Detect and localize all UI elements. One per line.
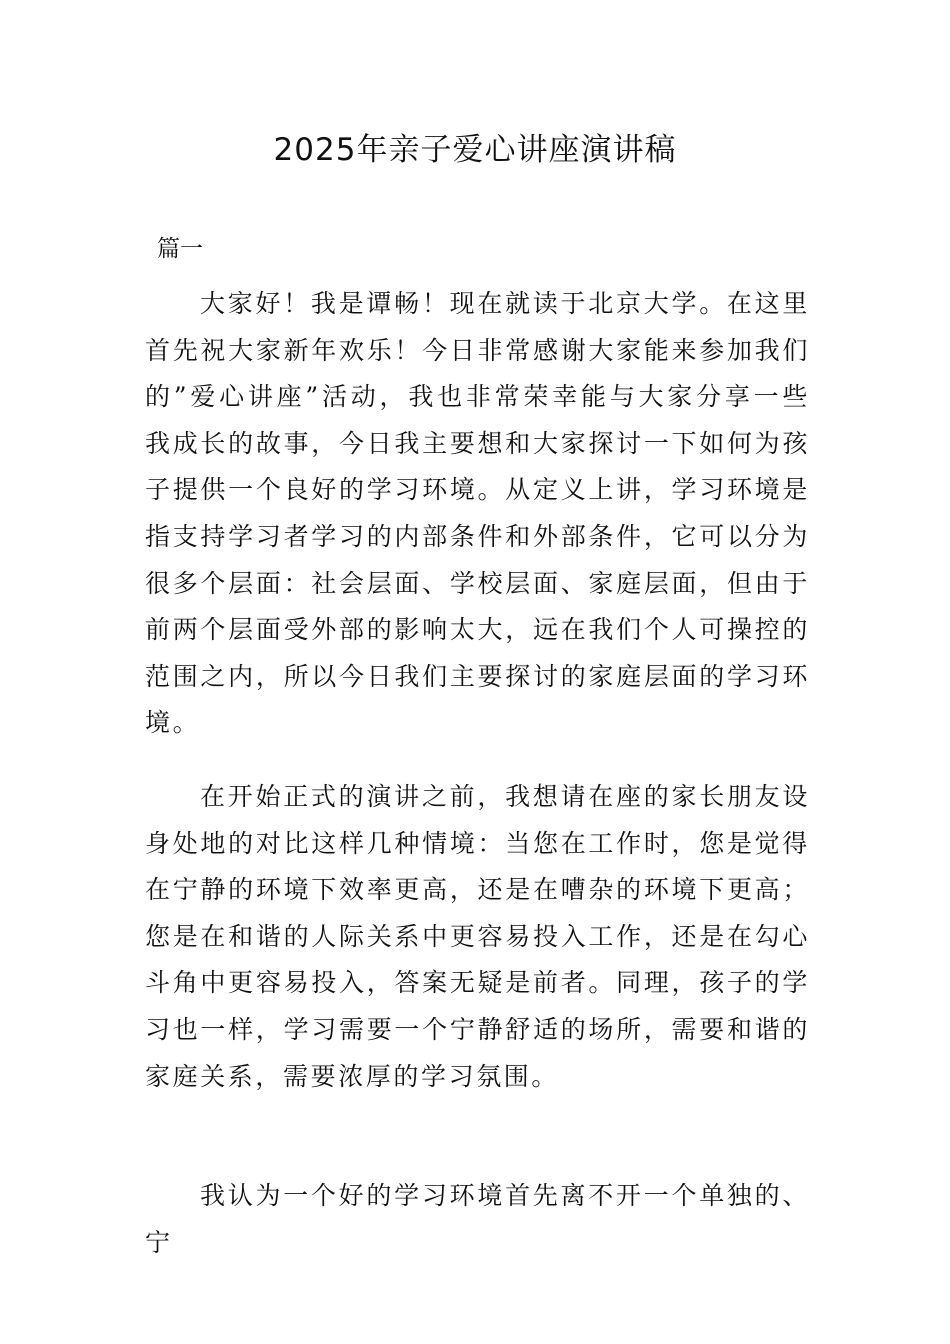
- section-label: 篇一: [157, 236, 203, 262]
- paragraph: 大家好！我是谭畅！现在就读于北京大学。在这里首先祝大家新年欢乐！今日非常感谢大家能来参加我们的”爱心讲座”活动，我也非常荣幸能与大家分享一些我成长的故事，今日我主要想和大家探讨一下如何为孩子提供一个良好的学习环境。从定义上讲，学习环境是指支持学习者学习的内部条件和外部条件，它可以分为很多个层面：社会层面、学校层面、家庭层面，但由于前两个层面受外部的影响太大，远在我们个人可操控的范围之内，所以今日我们主要探讨的家庭层面的学习环境。: [145, 289, 810, 738]
- paragraph: 在开始正式的演讲之前，我想请在座的家长朋友设身处地的对比这样几种情境：当您在工作时，您是觉得在宁静的环境下效率更高，还是在嘈杂的环境下更高；您是在和谐的人际关系中更容易投入工作，还是在勾心斗角中更容易投入，答案无疑是前者。同理，孩子的学习也一样，学习需要一个宁静舒适的场所，需要和谐的家庭关系，需要浓厚的学习氛围。: [145, 782, 810, 1091]
- document-title: 2025年亲子爱心讲座演讲稿: [273, 132, 677, 168]
- paragraph: 我认为一个好的学习环境首先离不开一个单独的、宁: [145, 1181, 810, 1257]
